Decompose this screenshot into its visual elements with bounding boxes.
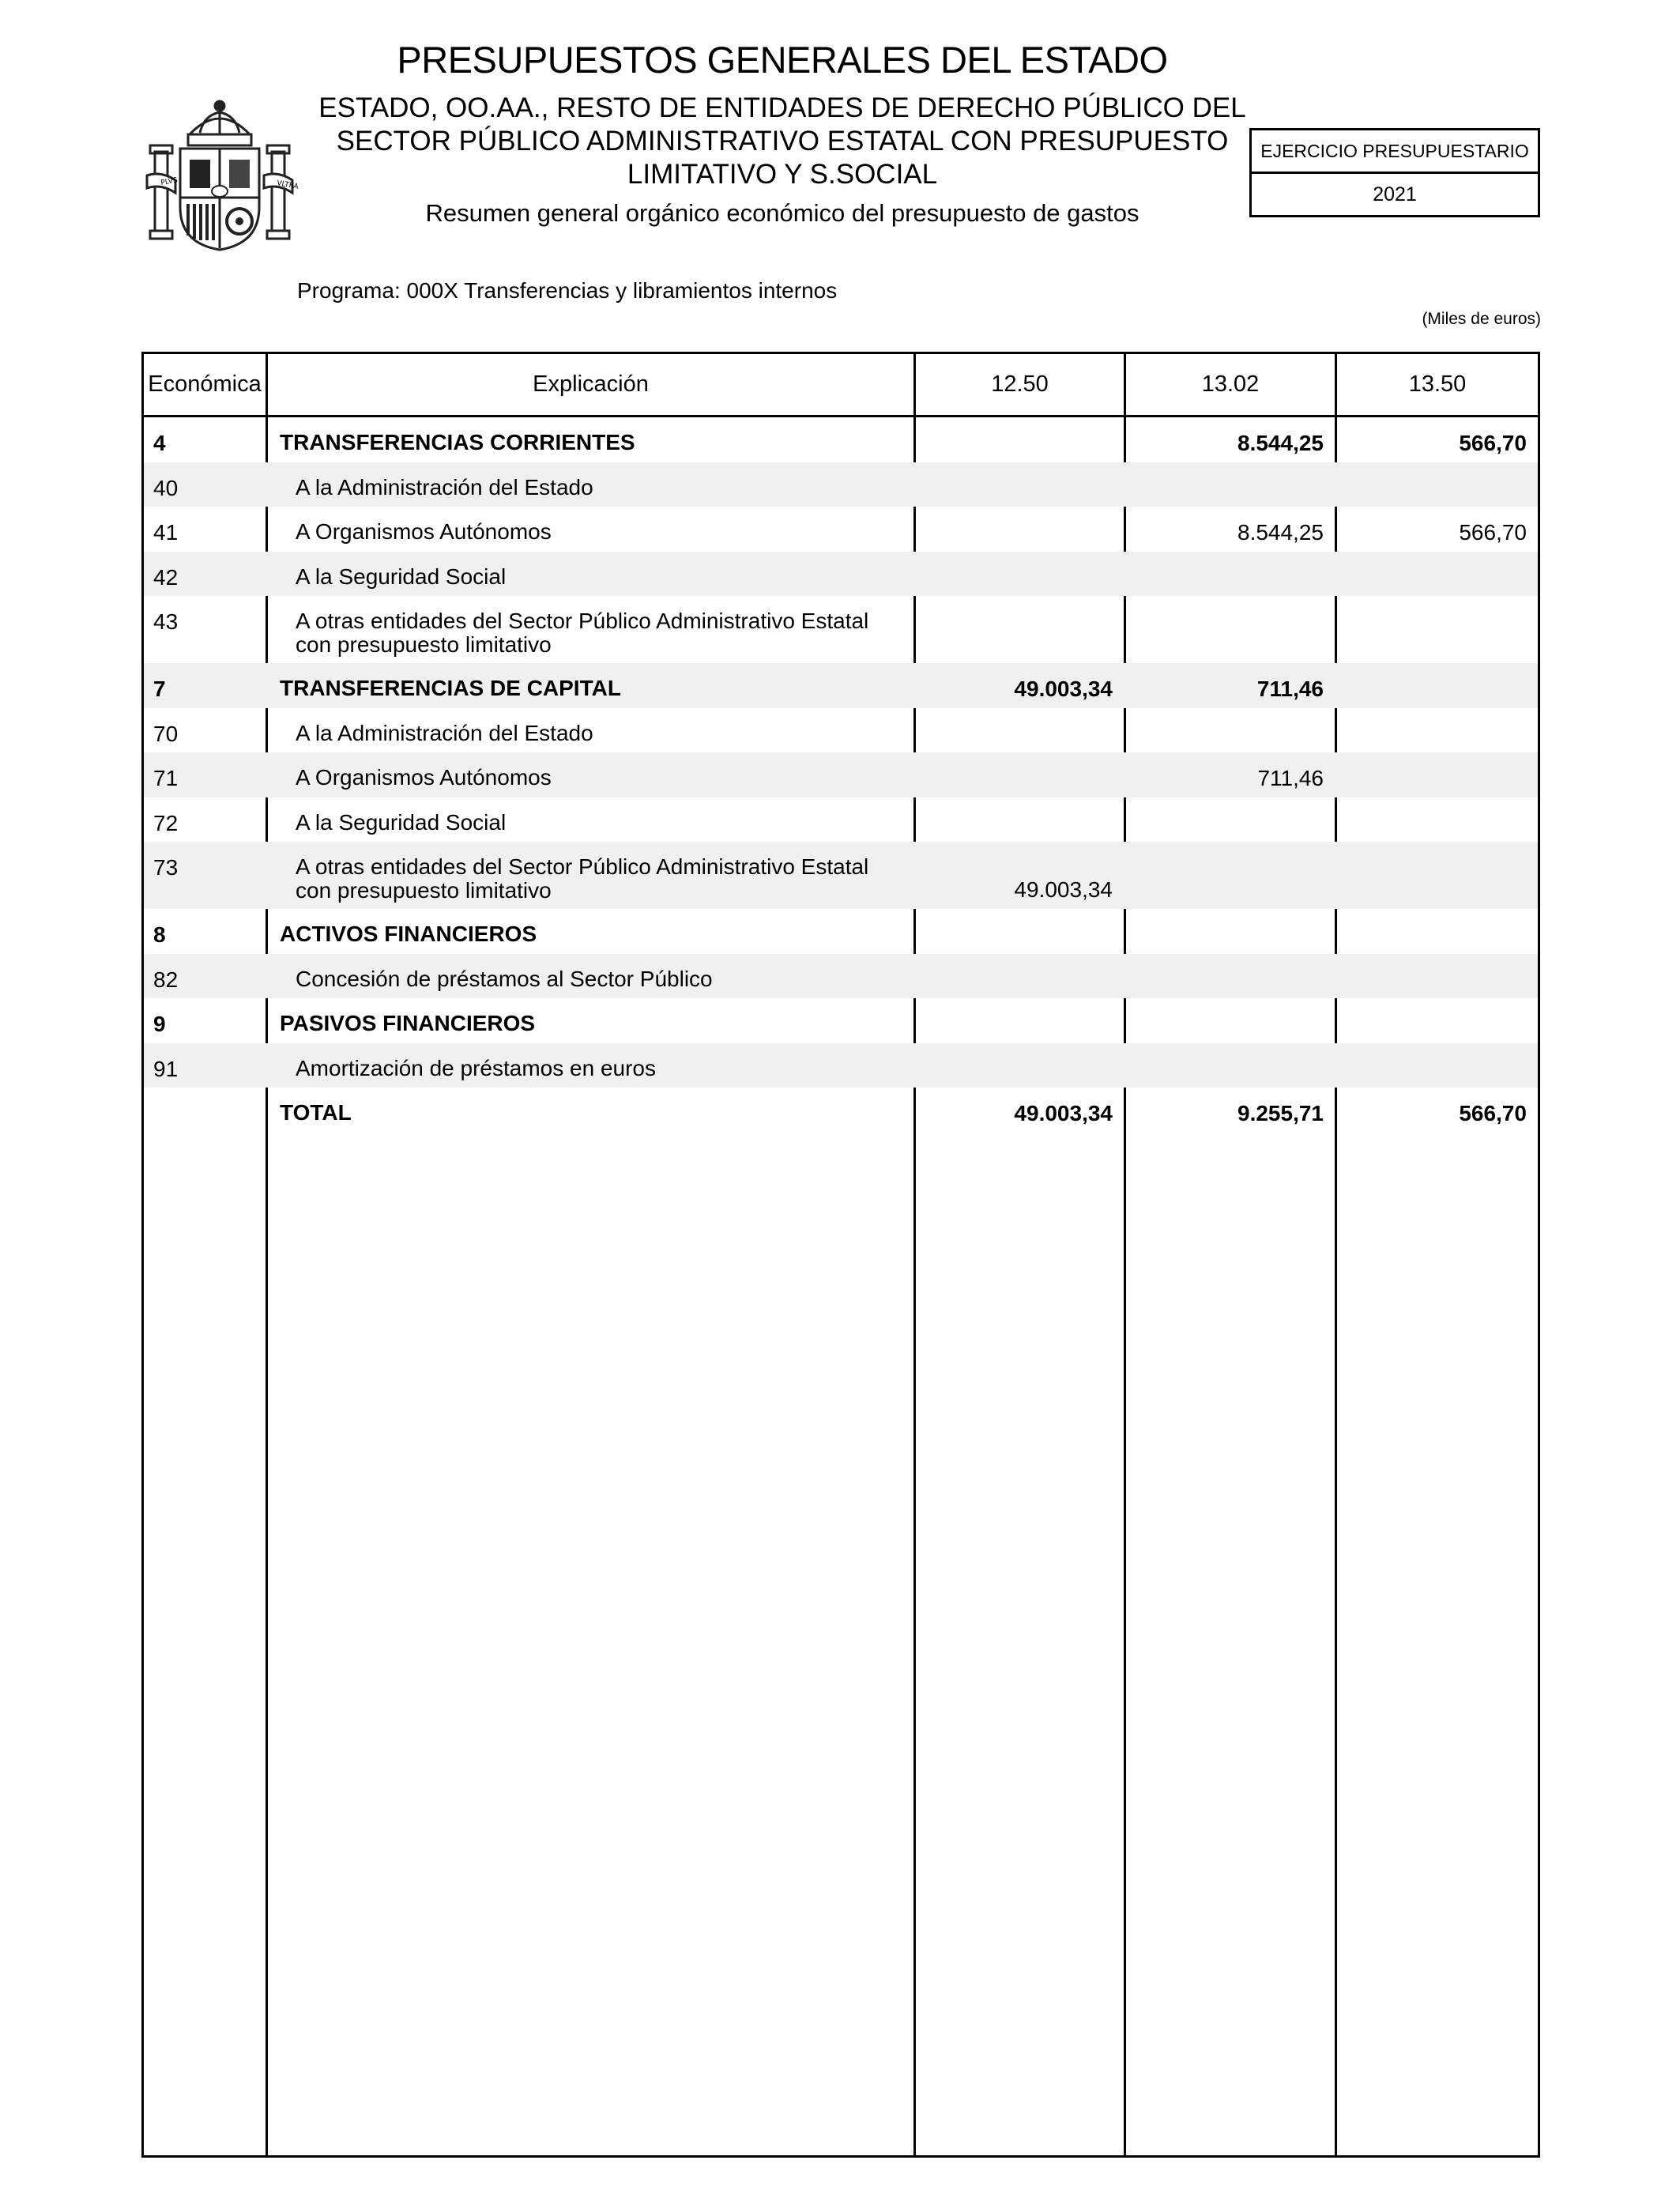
eco-code: 8 <box>153 922 166 947</box>
value-1250: 49.003,34 <box>1014 677 1113 701</box>
value-1302 <box>1126 708 1335 753</box>
header-explicacion: Explicación <box>533 371 649 397</box>
svg-text:PLVS: PLVS <box>160 176 179 187</box>
table-row <box>144 1043 1538 1088</box>
value-1250 <box>916 507 1124 552</box>
explicacion: PASIVOS FINANCIEROS <box>280 1011 536 1035</box>
programa-label: Programa: 000X Transferencias y libramientos internos <box>297 278 838 303</box>
eco-code: 42 <box>153 564 179 590</box>
eco-code: 41 <box>153 520 179 545</box>
value-1250 <box>916 954 1124 999</box>
value-1302 <box>1126 909 1335 954</box>
header-col-1250: 12.50 <box>991 371 1049 397</box>
value-1350 <box>1337 663 1538 708</box>
table-row <box>144 752 1538 797</box>
value-1250 <box>916 797 1124 843</box>
total-1250: 49.003,34 <box>1014 1101 1113 1125</box>
explicacion-line-2: con presupuesto limitativo <box>296 632 552 657</box>
svg-text:VLTRA: VLTRA <box>276 179 299 191</box>
explicacion-line-1: A otras entidades del Sector Público Administrativo Estatal <box>296 609 869 633</box>
explicacion: Amortización de préstamos en euros <box>296 1055 656 1080</box>
value-1350 <box>1337 1043 1538 1088</box>
value-1250 <box>916 552 1124 597</box>
header-col-1302: 13.02 <box>1201 371 1260 397</box>
total-1302: 9.255,71 <box>1237 1101 1324 1125</box>
value-1350 <box>1337 752 1538 797</box>
units-label: (Miles de euros) <box>1422 310 1541 328</box>
table-row <box>144 842 1538 909</box>
table-row <box>144 507 1538 552</box>
value-1302: 711,46 <box>1257 766 1324 790</box>
table-row <box>144 663 1538 708</box>
table-header <box>144 354 1538 417</box>
page-subtitle: ESTADO, OO.AA., RESTO DE ENTIDADES DE DERECHO PÚBLICO DEL SECTOR PÚBLICO ADMINISTRATIVO ESTATAL CON PRESUPUESTO LIMITATIVO Y S.SOCIAL <box>318 92 1246 190</box>
header-economica: Económica <box>148 371 262 397</box>
eco-code: 43 <box>153 609 179 634</box>
explicacion-line-1: A otras entidades del Sector Público Administrativo Estatal <box>296 854 869 879</box>
table-row <box>144 954 1538 999</box>
value-1302 <box>1126 552 1335 597</box>
value-1302: 8.544,25 <box>1237 520 1324 545</box>
value-1250 <box>916 417 1124 462</box>
explicacion: A Organismos Autónomos <box>296 519 552 544</box>
explicacion: A la Administración del Estado <box>296 720 593 745</box>
explicacion: ACTIVOS FINANCIEROS <box>280 922 537 946</box>
total-label: TOTAL <box>280 1100 352 1125</box>
value-1302 <box>1126 998 1335 1043</box>
value-1302 <box>1126 1043 1335 1088</box>
ejercicio-value: 2021 <box>1373 183 1417 205</box>
table-row <box>144 708 1538 753</box>
eco-code <box>144 1088 266 1133</box>
explicacion: TRANSFERENCIAS DE CAPITAL <box>280 676 621 700</box>
page-title: PRESUPUESTOS GENERALES DEL ESTADO <box>397 39 1168 81</box>
table-row <box>144 462 1538 507</box>
eco-code: 4 <box>153 431 166 455</box>
value-1250 <box>916 596 1124 663</box>
value-1302: 8.544,25 <box>1237 431 1324 455</box>
budget-table <box>141 352 1540 2158</box>
value-1250 <box>916 998 1124 1043</box>
value-1250: 49.003,34 <box>1014 877 1113 902</box>
eco-code: 73 <box>153 855 179 880</box>
explicacion <box>268 842 913 909</box>
value-1350: 566,70 <box>1459 520 1527 545</box>
ejercicio-label: EJERCICIO PRESUPUESTARIO <box>1252 130 1538 174</box>
header-col-1350: 13.50 <box>1408 371 1467 397</box>
eco-code: 82 <box>153 967 179 992</box>
value-1250 <box>916 752 1124 797</box>
value-1250 <box>916 462 1124 507</box>
value-1350 <box>1337 462 1538 507</box>
table-row <box>144 998 1538 1043</box>
table-row <box>144 596 1538 663</box>
value-1350 <box>1337 842 1538 909</box>
explicacion: A la Administración del Estado <box>296 474 593 499</box>
value-1350 <box>1337 708 1538 753</box>
value-1302 <box>1126 462 1335 507</box>
value-1250 <box>916 1043 1124 1088</box>
value-1250 <box>916 708 1124 753</box>
explicacion: A Organismos Autónomos <box>296 765 552 790</box>
value-1350 <box>1337 596 1538 663</box>
page-subtitle-2: Resumen general orgánico económico del presupuesto de gastos <box>425 199 1139 227</box>
value-1302 <box>1126 842 1335 909</box>
eco-code: 7 <box>153 677 166 701</box>
explicacion: Concesión de préstamos al Sector Público <box>296 966 713 991</box>
eco-code: 9 <box>153 1012 166 1036</box>
value-1350: 566,70 <box>1459 431 1527 455</box>
table-row <box>144 417 1538 462</box>
eco-code: 70 <box>153 721 179 746</box>
eco-code: 72 <box>153 810 179 835</box>
value-1302 <box>1126 954 1335 999</box>
total-1350: 566,70 <box>1459 1101 1527 1125</box>
explicacion <box>268 596 913 663</box>
ejercicio-box <box>1249 128 1540 217</box>
table-row <box>144 797 1538 843</box>
explicacion-line-2: con presupuesto limitativo <box>296 878 552 903</box>
table-body <box>144 417 1538 1133</box>
total-row <box>144 1088 1538 1133</box>
coat-of-arms-icon <box>141 96 299 254</box>
explicacion: A la Seguridad Social <box>296 564 507 589</box>
value-1350 <box>1337 797 1538 843</box>
table-row <box>144 909 1538 954</box>
value-1302: 711,46 <box>1256 677 1324 701</box>
value-1350 <box>1337 552 1538 597</box>
explicacion: TRANSFERENCIAS CORRIENTES <box>280 430 635 454</box>
value-1250 <box>916 909 1124 954</box>
eco-code: 71 <box>153 766 179 790</box>
eco-code: 91 <box>153 1056 179 1081</box>
value-1302 <box>1126 596 1335 663</box>
table-row <box>144 552 1538 597</box>
explicacion: A la Seguridad Social <box>296 809 507 835</box>
value-1350 <box>1337 954 1538 999</box>
value-1350 <box>1337 998 1538 1043</box>
value-1302 <box>1126 797 1335 843</box>
eco-code: 40 <box>153 475 179 500</box>
value-1350 <box>1337 909 1538 954</box>
